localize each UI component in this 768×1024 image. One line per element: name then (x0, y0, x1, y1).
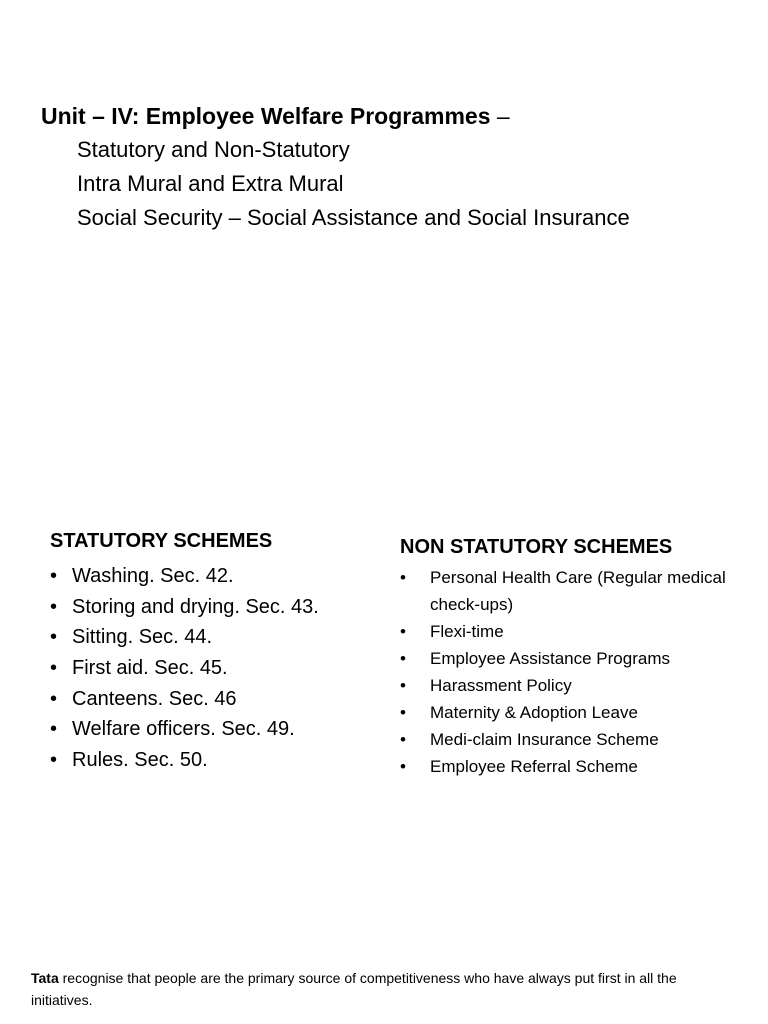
bullet-icon: • (400, 568, 406, 587)
bullet-icon: • (50, 626, 58, 649)
bullet-icon: • (50, 687, 58, 710)
list-item (400, 726, 740, 753)
list-item (50, 653, 319, 684)
list-item-text: Canteens. Sec. 46 (72, 687, 237, 710)
list-item-text: First aid. Sec. 45. (72, 657, 228, 680)
bullet-icon: • (50, 565, 58, 587)
list-item-text: Personal Health Care (Regular medical check-ups) (430, 568, 726, 614)
bullet-icon: • (400, 703, 406, 722)
non-statutory-heading: NON STATUTORY SCHEMES (400, 536, 673, 558)
bullet-icon: • (50, 657, 58, 680)
subtitle-line: Intra Mural and Extra Mural (77, 171, 344, 196)
footer-note (31, 967, 736, 1011)
list-item (400, 672, 740, 699)
list-item-text: Employee Assistance Programs (430, 649, 670, 668)
list-item (400, 564, 740, 618)
list-item (50, 714, 319, 745)
list-item-text: Harassment Policy (430, 676, 572, 695)
footer-text: recognise that people are the primary source of competitiveness who have always put first in all the initiatives. (31, 970, 677, 1008)
list-item (400, 699, 740, 726)
list-item (400, 618, 740, 645)
list-item (50, 684, 319, 715)
page-title (41, 101, 510, 131)
list-item-text: Flexi-time (430, 622, 504, 641)
subtitle-line: Social Security – Social Assistance and Social Insurance (77, 205, 630, 230)
page-title-dash: – (490, 103, 510, 129)
list-item-text: Washing. Sec. 42. (72, 565, 234, 587)
list-item-text: Storing and drying. Sec. 43. (72, 595, 319, 618)
bullet-icon: • (50, 595, 58, 618)
list-item (400, 753, 740, 780)
list-item-text: Employee Referral Scheme (430, 757, 638, 776)
list-item-text: Sitting. Sec. 44. (72, 626, 213, 649)
bullet-icon: • (400, 757, 406, 776)
subtitle-line: Statutory and Non-Statutory (77, 137, 350, 162)
bullet-icon: • (50, 718, 58, 741)
bullet-icon: • (400, 649, 406, 668)
bullet-icon: • (400, 622, 406, 641)
list-item (50, 745, 319, 776)
list-item (400, 645, 740, 672)
list-item-text: Medi-claim Insurance Scheme (430, 730, 659, 749)
list-item-text: Rules. Sec. 50. (72, 749, 208, 772)
bullet-icon: • (400, 730, 406, 749)
list-item-text: Maternity & Adoption Leave (430, 703, 638, 722)
list-item (50, 592, 319, 623)
list-item (50, 622, 319, 653)
statutory-list (50, 561, 319, 776)
bullet-icon: • (400, 676, 406, 695)
non-statutory-list (400, 564, 740, 780)
bullet-icon: • (50, 749, 58, 772)
footer-company: Tata (31, 970, 59, 986)
statutory-heading: STATUTORY SCHEMES (50, 530, 273, 552)
page-title-main: Unit – IV: Employee Welfare Programmes (41, 103, 491, 129)
list-item-text: Welfare officers. Sec. 49. (72, 718, 295, 741)
list-item (50, 561, 319, 592)
